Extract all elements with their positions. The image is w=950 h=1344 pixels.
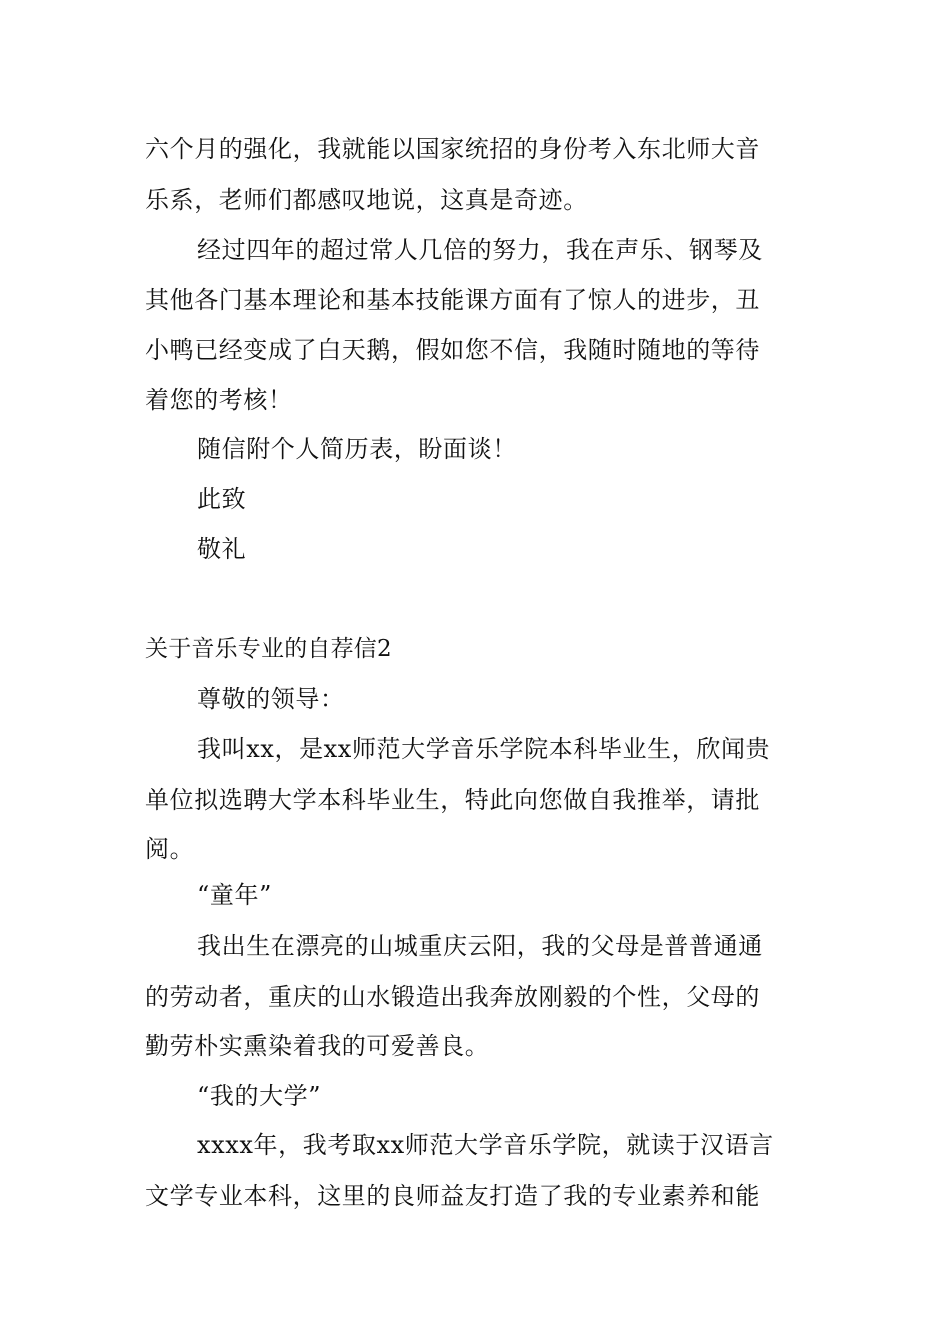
body-text-line: 文学专业本科，这里的良师益友打造了我的专业素养和能	[145, 1182, 760, 1210]
subheading: “童年”	[197, 881, 272, 909]
paragraph-first-line: 经过四年的超过常人几倍的努力，我在声乐、钢琴及	[197, 236, 763, 264]
closing-salutation: 敬礼	[197, 535, 247, 563]
body-text-line: 着您的考核！	[145, 386, 293, 414]
body-text-line: 乐系，老师们都感叹地说，这真是奇迹。	[145, 186, 588, 214]
greeting: 尊敬的领导：	[197, 685, 345, 713]
paragraph-first-line: 随信附个人简历表，盼面谈！	[197, 435, 517, 463]
paragraph-first-line: xxxx年，我考取xx师范大学音乐学院，就读于汉语言	[197, 1131, 774, 1159]
paragraph-first-line: 我出生在漂亮的山城重庆云阳，我的父母是普普通通	[197, 932, 763, 960]
closing-salutation: 此致	[197, 485, 247, 513]
body-text-line: 勤劳朴实熏染着我的可爱善良。	[145, 1032, 490, 1060]
body-text-line: 六个月的强化，我就能以国家统招的身份考入东北师大音	[145, 135, 760, 163]
body-text-line: 的劳动者，重庆的山水锻造出我奔放刚毅的个性，父母的	[145, 983, 760, 1011]
body-text-line: 单位拟选聘大学本科毕业生，特此向您做自我推举，请批	[145, 786, 760, 814]
subheading: “我的大学”	[197, 1082, 322, 1110]
body-text-line: 小鸭已经变成了白天鹅，假如您不信，我随时随地的等待	[145, 336, 760, 364]
paragraph-first-line: 我叫xx，是xx师范大学音乐学院本科毕业生，欣闻贵	[197, 735, 771, 763]
body-text-line: 其他各门基本理论和基本技能课方面有了惊人的进步，丑	[145, 286, 760, 314]
body-text-line: 阅。	[145, 835, 195, 863]
section-heading: 关于音乐专业的自荐信2	[145, 636, 392, 662]
